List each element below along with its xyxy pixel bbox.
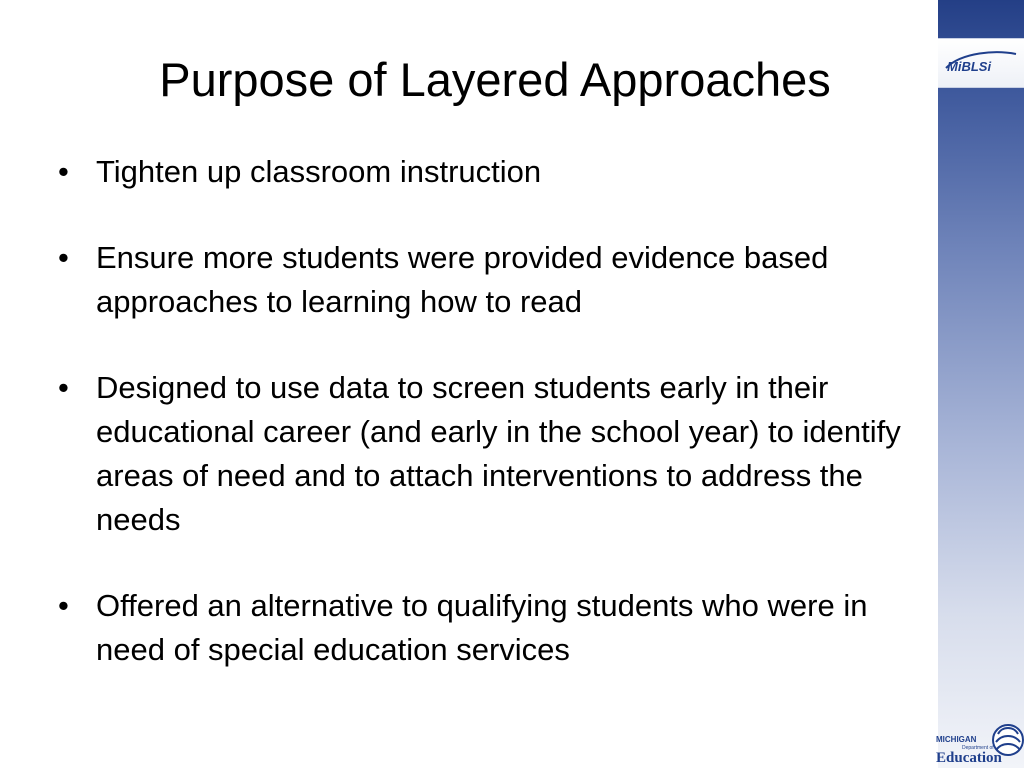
bullet-text: Offered an alternative to qualifying students who were in need of special education services bbox=[96, 588, 868, 667]
bullet-text: Tighten up classroom instruction bbox=[96, 154, 542, 189]
mde-logo-line2: Department of bbox=[962, 745, 994, 751]
mde-logo-line3: Education bbox=[936, 750, 1002, 766]
mibls-logo-icon bbox=[944, 48, 1018, 76]
bullet-marker: • bbox=[58, 154, 69, 189]
bullet-marker: • bbox=[58, 370, 69, 405]
side-gradient-band bbox=[938, 0, 1024, 768]
bullet-item bbox=[58, 584, 928, 672]
mibls-logo-text: MiBLSi bbox=[947, 59, 992, 74]
slide-title: Purpose of Layered Approaches bbox=[159, 53, 831, 106]
bullet-item bbox=[58, 150, 928, 194]
bullet-marker: • bbox=[58, 240, 69, 275]
bullet-list bbox=[58, 150, 928, 714]
michigan-education-logo-icon bbox=[932, 718, 1024, 768]
mibls-logo-strip bbox=[938, 38, 1024, 88]
bullet-text: Ensure more students were provided evidence based approaches to learning how to read bbox=[96, 240, 829, 319]
bullet-item bbox=[58, 236, 928, 324]
mde-logo-line1: MICHIGAN bbox=[936, 735, 977, 744]
bullet-marker: • bbox=[58, 588, 69, 623]
bullet-item bbox=[58, 366, 928, 542]
bullet-text: Designed to use data to screen students early in their educational career (and early in the school year) to identify areas of need and to attach interventions to address the needs bbox=[96, 370, 901, 537]
